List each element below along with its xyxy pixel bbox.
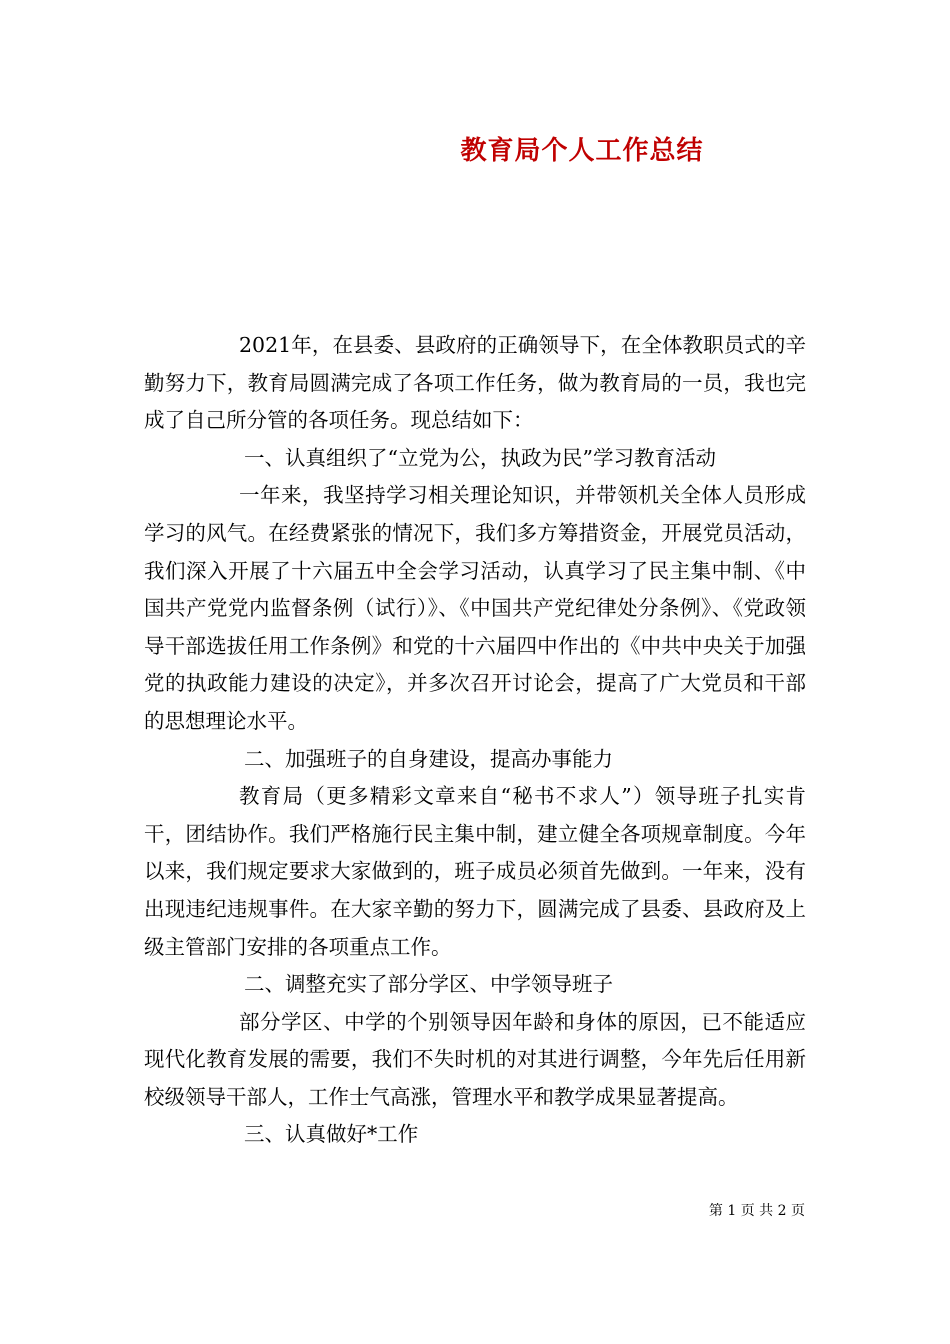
body-paragraph-3: 部分学区、中学的个别领导因年龄和身体的原因，已不能适应现代化教育发展的需要，我们不失时机的对其进行调整，今年先后任用新校级领导干部人，工作士气高涨，管理水平和教学成果显著提高。 <box>144 1009 806 1109</box>
section-heading-1: 一、认真组织了“立党为公，执政为民”学习教育活动 <box>244 445 716 470</box>
body-paragraph-2: 教育局（更多精彩文章来自“秘书不求人”）领导班子扎实肯干，团结协作。我们严格施行民主集中制，建立健全各项规章制度。今年以来，我们规定要求大家做到的，班子成员必须首先做到。一年来，没有出现违纪违规事件。在大家辛勤的努力下，圆满完成了县委、县政府及上级主管部门安排的各项重点工作。 <box>144 784 806 959</box>
section-heading-3: 二、调整充实了部分学区、中学领导班子 <box>244 972 613 997</box>
document-title: 教育局个人工作总结 <box>460 136 704 166</box>
page-number: 第 1 页 共 2 页 <box>708 1203 805 1219</box>
body-paragraph-1: 一年来，我坚持学习相关理论知识，并带领机关全体人员形成学习的风气。在经费紧张的情况下，我们多方筹措资金，开展党员活动，我们深入开展了十六届五中全会学习活动，认真学习了民主集中制、《中国共产党党内监督条例（试行）》、《中国共产党纪律处分条例》、《党政领导干部选拔任用工作条例》和党的十六届四中作出的《中共中央关于加强党的执政能力建设的决定》，并多次召开讨论会，提高了广大党员和干部的思想理论水平。 <box>144 483 806 733</box>
section-heading-2: 二、加强班子的自身建设，提高办事能力 <box>244 746 613 771</box>
intro-paragraph: 2021年，在县委、县政府的正确领导下，在全体教职员式的辛勤努力下，教育局圆满完成了各项工作任务，做为教育局的一员，我也完成了自己所分管的各项任务。现总结如下： <box>144 333 806 433</box>
document-body <box>144 327 806 1154</box>
section-heading-4: 三、认真做好*工作 <box>244 1122 419 1147</box>
